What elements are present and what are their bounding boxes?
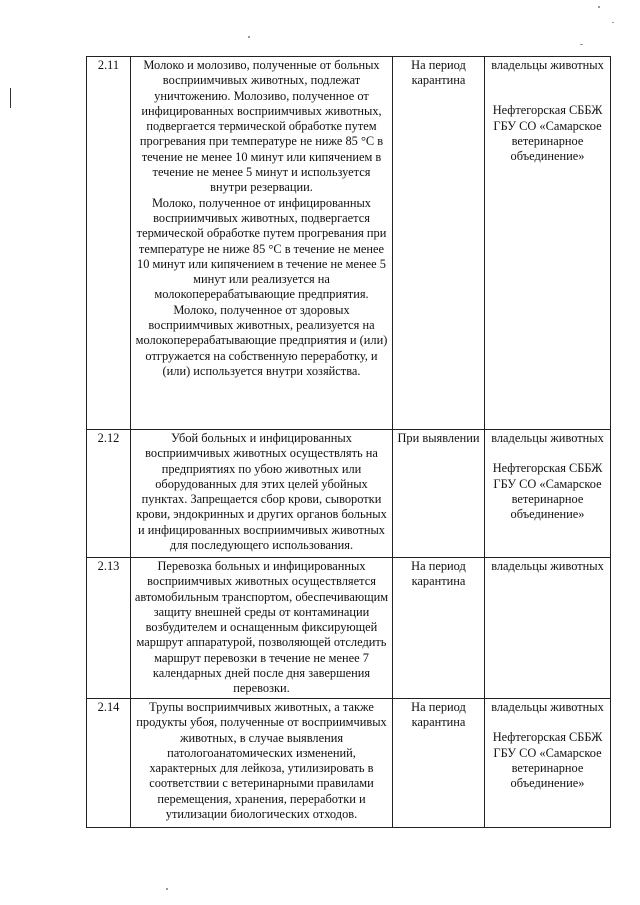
responsible — [485, 57, 611, 430]
deadline: На период карантина — [393, 558, 485, 699]
scan-margin-mark — [10, 88, 11, 108]
measure-paragraph: Молоко, полученное от здоровых восприимчивых животных, реализуется на молокоперерабатывающие предприятия и (или) отгружается на собственную переработку, и (или) используется внутри хозяйства. — [135, 302, 388, 378]
responsible-organization: Нефтегорская СББЖ ГБУ СО «Самарское ветеринарное объединение» — [492, 461, 603, 522]
scan-speck — [166, 888, 168, 890]
scan-speck — [598, 6, 600, 8]
measure-text — [131, 558, 393, 699]
deadline: На период карантина — [393, 699, 485, 828]
measure-text — [131, 699, 393, 828]
responsible-owners: владельцы животных — [491, 559, 604, 573]
responsible — [485, 558, 611, 699]
table-row — [87, 57, 611, 430]
responsible-owners: владельцы животных — [491, 431, 604, 445]
scan-speck — [612, 22, 614, 23]
item-number: 2.13 — [87, 558, 131, 699]
item-number: 2.12 — [87, 430, 131, 558]
responsible-organization: Нефтегорская СББЖ ГБУ СО «Самарское ветеринарное объединение» — [492, 103, 603, 164]
measure-paragraph: Молоко, полученное от инфицированных восприимчивых животных, подвергается термической обработке путем прогревания при температуре не ниже 85 °С в течение не менее 10 минут или кипячением в течение не менее 5 минут или реализуется на молокоперерабатывающие предприятия. — [136, 195, 387, 302]
measure-paragraph: Трупы восприимчивых животных, а также продукты убоя, полученные от восприимчивых животных, в случае выявления патологоанатомических изменений, характерных для лейкоза, утилизировать в соответствии с ветеринарными правилами перемещения, хранения, переработки и утилизации биологических отходов. — [136, 700, 387, 822]
responsible-owners: владельцы животных — [491, 700, 604, 714]
measure-text — [131, 430, 393, 558]
measures-table — [86, 56, 611, 828]
item-number: 2.14 — [87, 699, 131, 828]
responsible-owners: владельцы животных — [491, 58, 604, 72]
responsible — [485, 430, 611, 558]
scan-speck — [580, 44, 583, 45]
table-row — [87, 558, 611, 699]
table-row — [87, 430, 611, 558]
deadline: На период карантина — [393, 57, 485, 430]
measure-paragraph: Перевозка больных и инфицированных восприимчивых животных осуществляется автомобильным транспортом, обеспечивающим защиту внешней среды от контаминации возбудителем и оснащенным фиксирующей маршрут аппаратурой, позволяющей отследить маршрут перевозки в течение не менее 7 календарных дней после дня завершения перевозки. — [134, 559, 389, 696]
measure-text — [131, 57, 393, 430]
responsible-organization: Нефтегорская СББЖ ГБУ СО «Самарское ветеринарное объединение» — [492, 730, 603, 791]
measure-paragraph: Молоко и молозиво, полученные от больных восприимчивых животных, подлежат уничтожению. Молозиво, полученное от инфицированных восприимчивых животных, подвергается термической обработке путем прогревания при температуре не ниже 85 °С в течение не менее 10 минут или кипячением в течение не менее 5 минут и используется внутри резервации. — [139, 58, 384, 195]
deadline: При выявлении — [393, 430, 485, 558]
item-number: 2.11 — [87, 57, 131, 430]
scan-speck — [248, 36, 250, 38]
table-row — [87, 699, 611, 828]
measure-paragraph: Убой больных и инфицированных восприимчивых животных осуществлять на предприятиях по убою животных или оборудованных для этих целей убойных пунктах. Запрещается сбор крови, сыворотки крови, эндокринных и других органов больных и инфицированных восприимчивых животных для последующего использования. — [136, 431, 387, 553]
responsible — [485, 699, 611, 828]
